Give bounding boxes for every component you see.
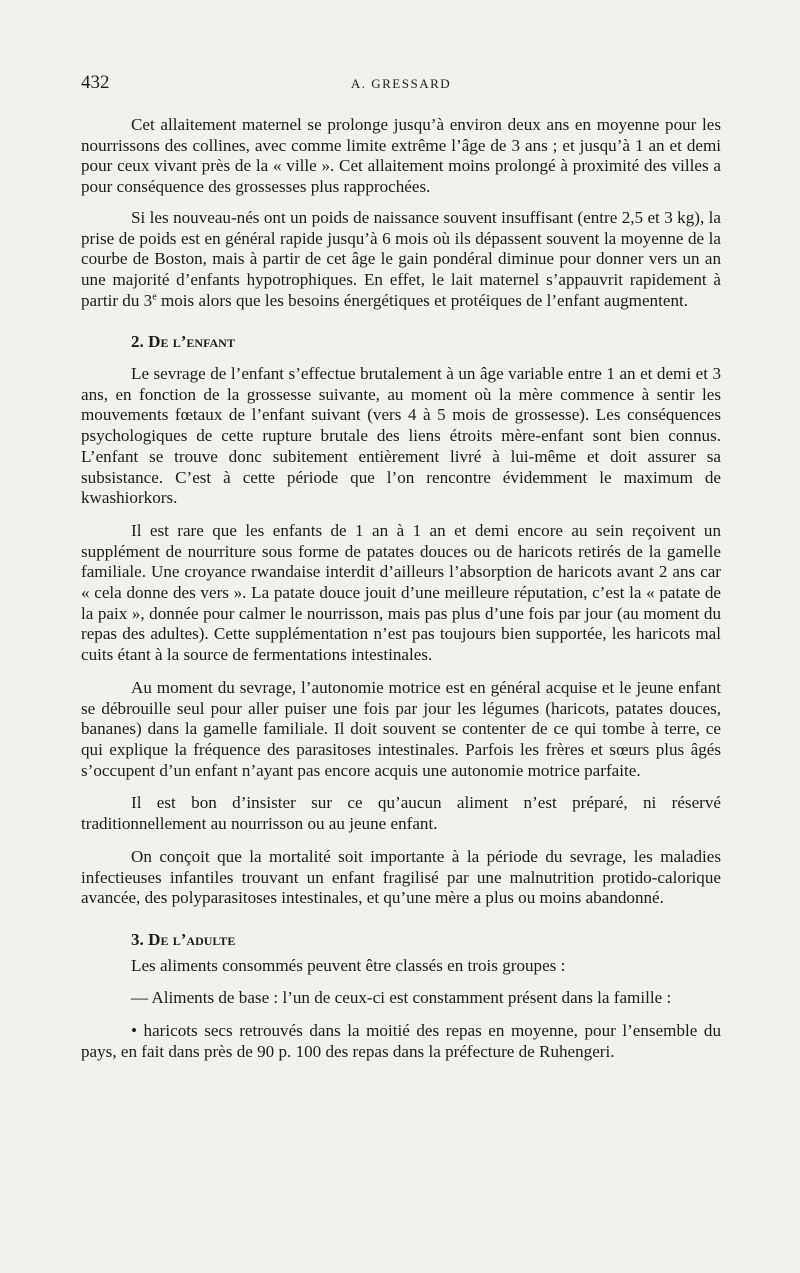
page-header xyxy=(81,72,721,96)
paragraph-food-groups: Les aliments consommés peuvent être classés en trois groupes : xyxy=(131,955,566,975)
ordinal-number: 3 xyxy=(143,290,153,310)
paragraph-mortality: On conçoit que la mortalité soit importante à la période du sevrage, les maladies infectieuses infantiles trouvant un enfant fragilisé par une malnutrition protido-calorique avancée, des polyparasitoses intestinales, et qu’une mère a plus ou moins abandonné. xyxy=(81,846,721,908)
paragraph-motor-autonomy: Au moment du sevrage, l’autonomie motrice est en général acquise et le jeune enfant se débrouille seul pour aller puiser une fois par jour les légumes (haricots, patates douces, bananes) dans la gamelle familiale. Il doit souvent se contenter de ce qui tombe à terre, ce qui explique la fréquence des parasitoses intestinales. Parfois les frères et sœurs plus âgés s’occupent d’un enfant n’ayant pas encore acquis une autonomie motrice parfaite. xyxy=(81,677,721,780)
paragraph-birth-weight-text: Si les nouveau-nés ont un poids de naissance souvent insuffisant (entre 2,5 et 3 kg), la prise de poids est en général rapide jusqu’à 6 mois où ils dépassent souvent la moyenne de la courbe de Boston, mais à partir de cet âge le gain pondéral diminue pour donner vers un an une majorité d’enfants hypotrophiques. En effet, le lait maternel s’appauvrit rapidement à partir du xyxy=(81,207,721,310)
paragraph-no-special-food: Il est bon d’insister sur ce qu’aucun aliment n’est préparé, ni réservé traditionnellement au nourrisson ou au jeune enfant. xyxy=(81,793,721,834)
paragraph-birth-weight xyxy=(81,208,721,312)
paragraph-birth-weight-end: mois alors que les besoins énergétiques et protéiques de l’enfant augmentent. xyxy=(156,290,689,310)
ordinal-superscript: e xyxy=(152,290,157,302)
body-text xyxy=(81,115,721,1062)
paragraph-weaning: Le sevrage de l’enfant s’effectue brutalement à un âge variable entre 1 an et demi et 3 ans, en fonction de la grossesse suivante, au moment où la mère commence à sentir les mouvements fœtaux de l’enfant suivant (vers 4 à 5 mois de grossesse). Les conséquences psychologiques de cette rupture brutale des liens étroits mère-enfant sont bien connus. L’enfant se trouve donc subitement entièrement livré à lui-même et doit assurer sa subsistance. C’est à cette période que l’on rencontre évidemment le maximum de kwashiorkors. xyxy=(81,364,721,508)
paragraph-breastfeeding-duration: Cet allaitement maternel se prolonge jusqu’à environ deux ans en moyenne pour les nourrissons des collines, avec comme limite extrême l’âge de 3 ans ; et jusqu’à 1 an et demi pour ceux vivant près de la « ville ». Cet allaitement moins prolongé à proximité des villes a pour conséquence des grossesses plus rapprochées. xyxy=(81,115,721,197)
section-heading-child-number: 2. xyxy=(131,332,149,352)
section-heading-child-text: De l’enfant xyxy=(148,332,235,352)
list-item-beans: • haricots secs retrouvés dans la moitié des repas en moyenne, pour l’ensemble du pays, en fait dans près de 90 p. 100 des repas dans la préfecture de Ruhengeri. xyxy=(81,1021,721,1061)
page-number: 432 xyxy=(81,72,110,93)
paragraph-staple-foods: — Aliments de base : l’un de ceux-ci est constamment présent dans la famille : xyxy=(131,988,672,1008)
section-heading-child xyxy=(81,332,721,353)
section-heading-adult-number: 3. xyxy=(131,929,149,949)
section-heading-adult xyxy=(81,930,721,951)
running-head-author: A. GRESSARD xyxy=(350,76,452,91)
section-heading-adult-text: De l’adulte xyxy=(148,929,236,949)
paragraph-supplement: Il est rare que les enfants de 1 an à 1 an et demi encore au sein reçoivent un supplément de nourriture sous forme de patates douces ou de haricots retirés de la gamelle familiale. Une croyance rwandaise interdit d’ailleurs l’absorption de haricots avant 2 ans car « cela donne des vers ». La patate douce jouit d’une meilleure réputation, c’est la « patate de la paix », donnée pour calmer le nourrisson, mais pas plus d’une fois par jour (au moment du repas des adultes). Cette supplémentation n’est pas toujours bien supportée, les haricots mal cuits étant à la source de fermentations intestinales. xyxy=(81,520,721,665)
